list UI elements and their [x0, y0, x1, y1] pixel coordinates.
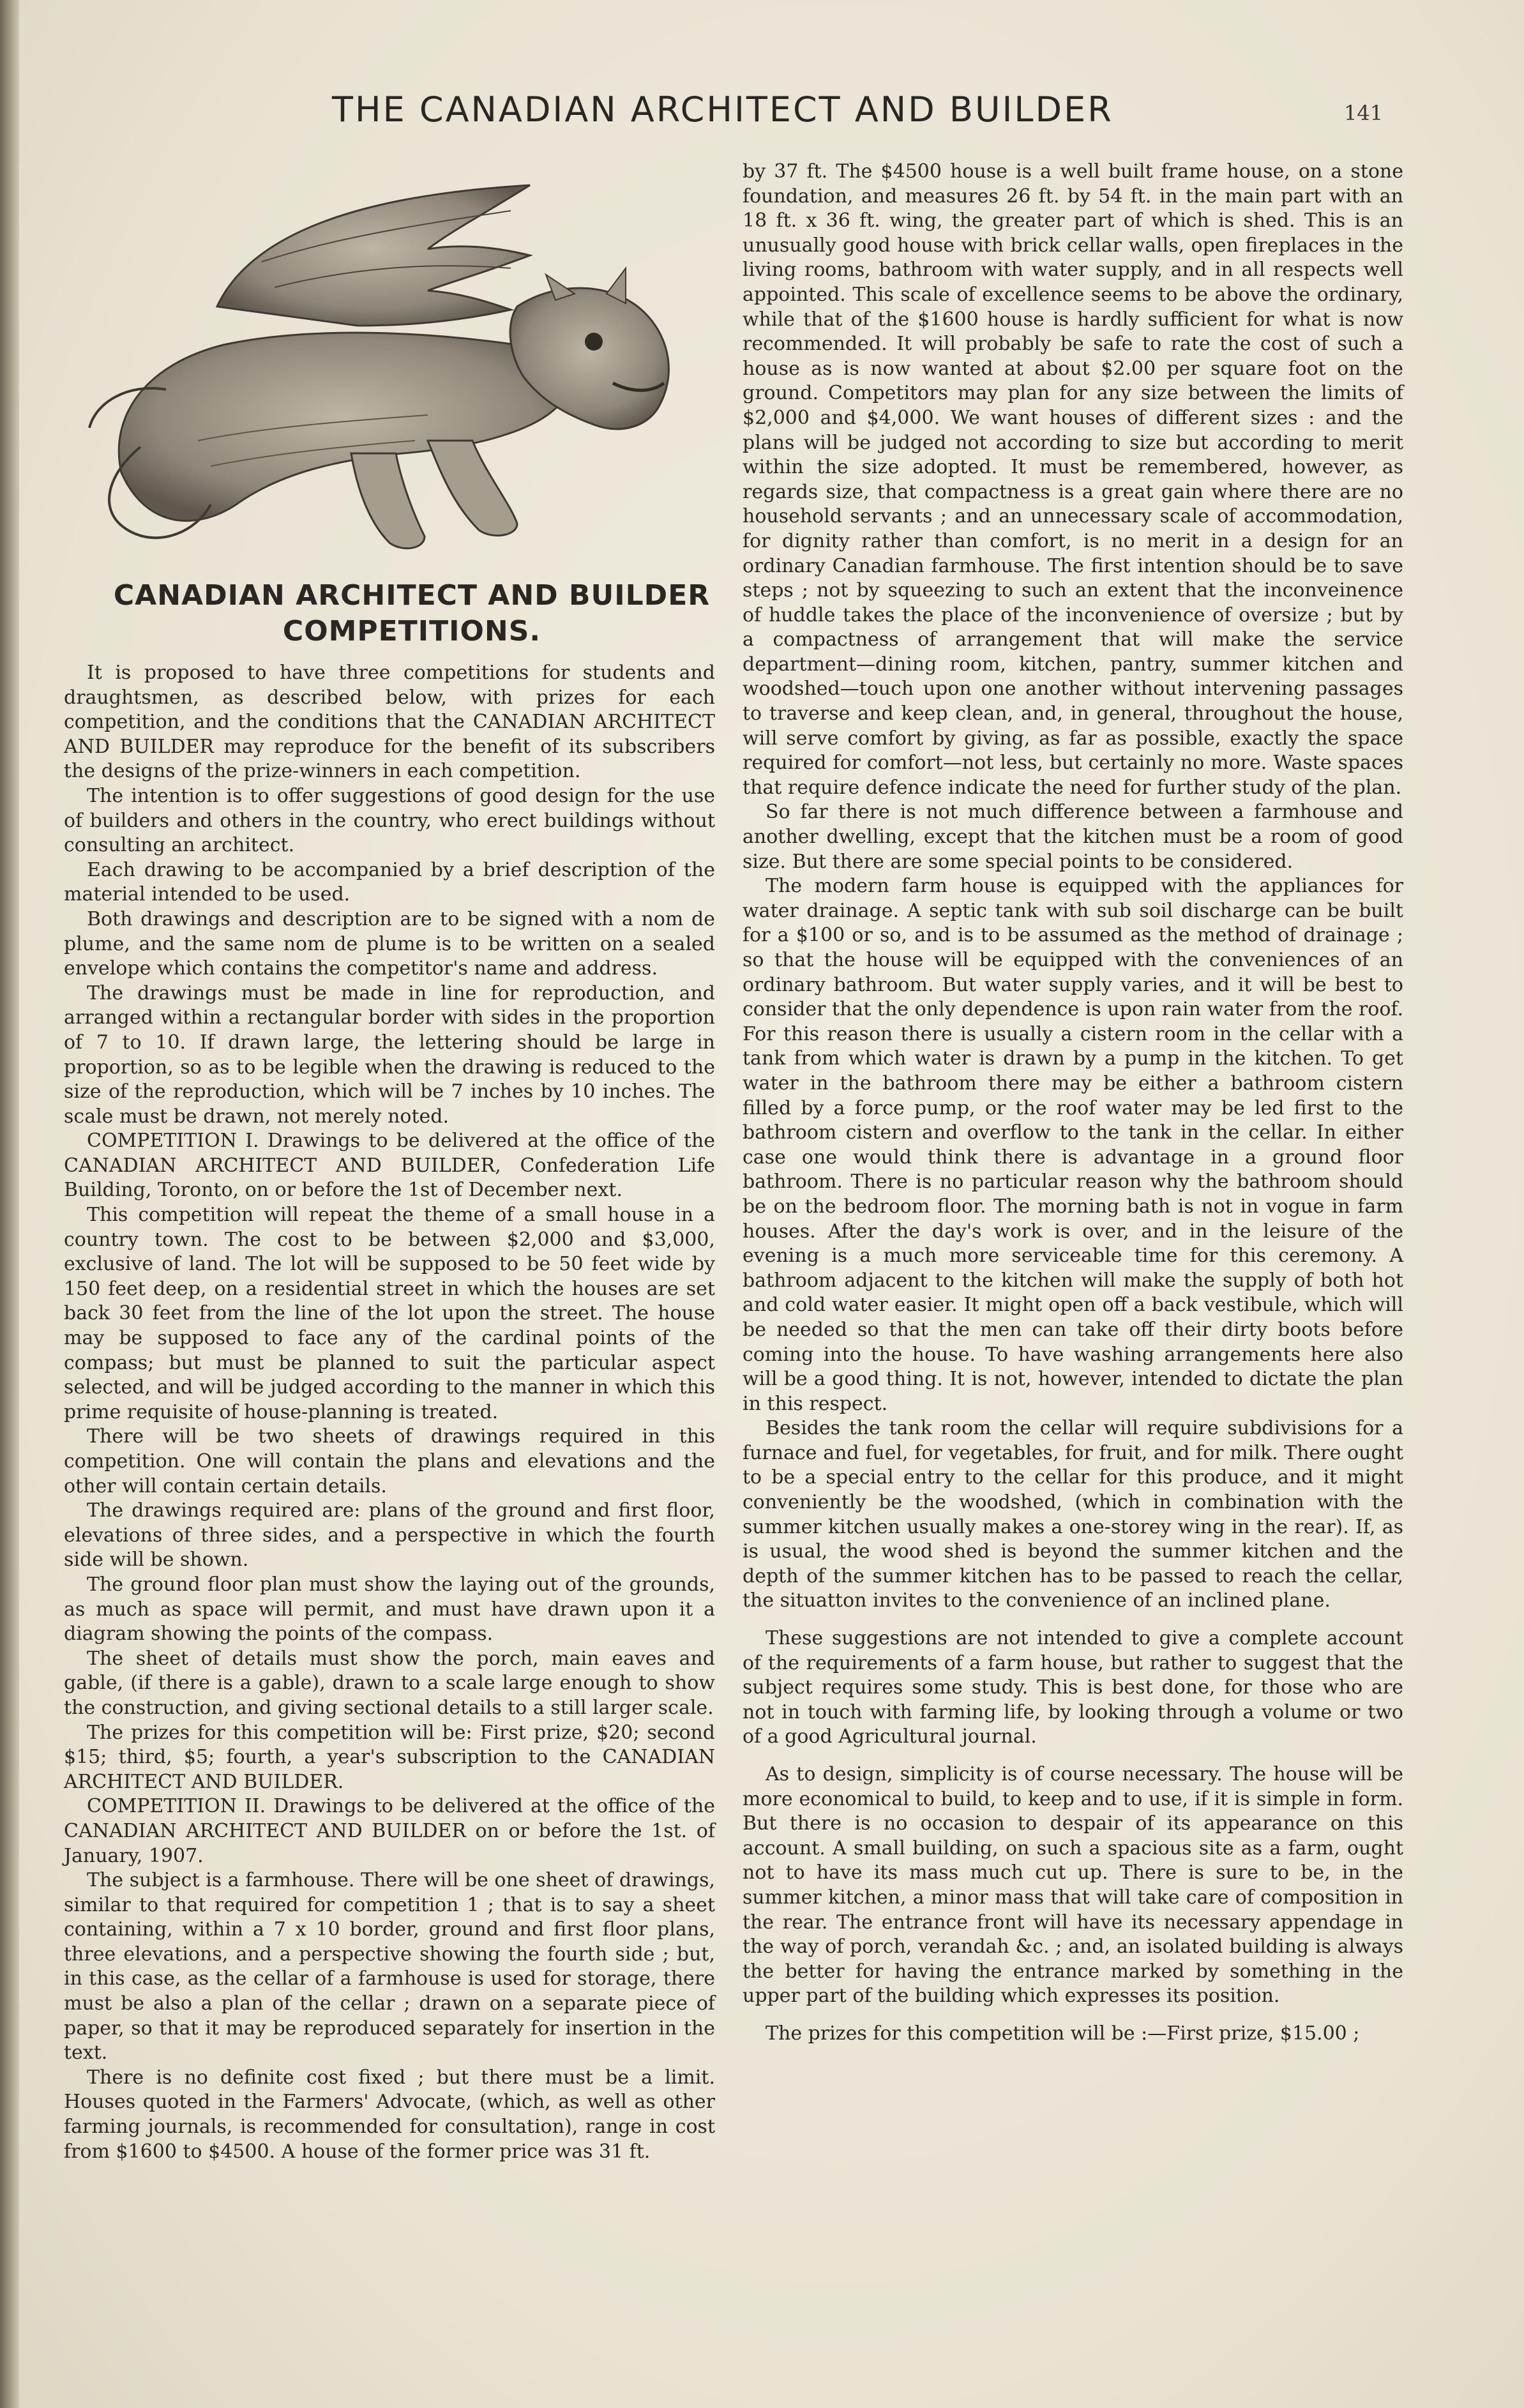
paragraph: The drawings required are: plans of the ground and first floor, elevations of three sides, and a perspective in which the fourth side will be shown.	[64, 1499, 715, 1571]
paragraph: The intention is to offer suggestions of good design for the use of builders and others in the country, who erect buildings without consulting an architect.	[64, 784, 715, 857]
paragraph: So far there is not much difference between a farmhouse and another dwelling, except that the kitchen must be a room of good size. But there are some special points to be considered.	[743, 801, 1403, 873]
gargoyle-illustration	[70, 172, 709, 575]
page-number: 141	[1344, 101, 1384, 125]
paragraph: The subject is a farmhouse. There will be one sheet of drawings, similar to that required for competition 1 ; that is to say a sheet containing, within a 7 x 10 border, ground and first floor plans, three elevations, and a perspective showing the fourth side ; but, in this case, as the cellar of a farmhouse is used for storage, there must be also a plan of the cellar ; drawn on a separate piece of paper, so that it may be reproduced separately for insertion in the text.	[64, 1869, 715, 2064]
article-title-line-2: COMPETITIONS.	[282, 615, 541, 647]
paragraph: This competition will repeat the theme of a small house in a country town. The cost to be between $2,000 and $3,000, exclusive of land. The lot will be supposed to be 50 feet wide by 150 feet deep, on a residential street in which the houses are set back 30 feet from the line of the lot upon the street. The house may be supposed to face any of the cardinal points of the compass; but must be planned to suit the particular aspect selected, and will be judged according to the manner in which this prime requisite of house-planning is treated.	[64, 1204, 715, 1423]
paragraph: COMPETITION I. Drawings to be delivered at the office of the CANADIAN ARCHITECT AND BUILDER, Confederation Life Building, Toronto, on or before the 1st of December next.	[64, 1130, 715, 1202]
paragraph: The drawings must be made in line for reproduction, and arranged within a rectangular border with sides in the proportion of 7 to 10. If drawn large, the lettering should be large in proportion, so as to be legible when the drawing is reduced to the size of the reproduction, which will be 7 inches by 10 inches. The scale must be drawn, not merely noted.	[64, 981, 715, 1128]
article-title-line-1: CANADIAN ARCHITECT AND BUILDER	[113, 579, 711, 612]
paragraph: Both drawings and description are to be signed with a nom de plume, and the same nom de plume is to be written on a sealed envelope which contains the competitor's name and address.	[64, 907, 715, 980]
left-column	[64, 661, 715, 2164]
paragraph: There will be two sheets of drawings required in this competition. One will contain the plans and elevations and the other will contain certain details.	[64, 1425, 715, 1497]
paragraph: These suggestions are not intended to give a complete account of the requirements of a farm house, but rather to suggest that the subject requires some study. This is best done, for those who are not in touch with farming life, by looking through a volume or two of a good Agricultural journal.	[743, 1627, 1403, 1748]
running-title: THE CANADIAN ARCHITECT AND BUILDER	[332, 89, 1113, 130]
paragraph: by 37 ft. The $4500 house is a well built frame house, on a stone foundation, and measures 26 ft. by 54 ft. in the main part with an 18 ft. x 36 ft. wing, the greater part of which is shed. This is an unusually good house with brick cellar walls, open fireplaces in the living rooms, bathroom with water supply, and in all respects well appointed. This scale of excellence seems to be above the ordinary, while that of the $1600 house is hardly sufficient for what is now recommended. It will probably be safe to rate the cost of such a house as is now wanted at about $2.00 per square foot on the ground. Competitors may plan for any size between the limits of $2,000 and $4,000. We want houses of different sizes : and the plans will be judged not according to size but according to merit within the size adopted. It must be remembered, however, as regards size, that compactness is a great gain where there are no household servants ; and an unnecessary scale of accommodation, for dignity rather than comfort, is no merit in a design for an ordinary Canadian farmhouse. The first intention should be to save steps ; not by squeezing to such an extent that the inconveinence of huddle takes the place of the inconvenience of oversize ; but by a compactness of arrangement that will make the service department—dining room, kitchen, pantry, summer kitchen and woodshed—touch upon one another without intervening passages to traverse and keep clean, and, in general, throughout the house, will serve comfort by giving, as far as possible, exactly the space required for comfort—not less, but certainly no more. Waste spaces that require defence indicate the need for further study of the plan.	[743, 160, 1403, 799]
paragraph: The prizes for this competition will be :—First prize, $15.00 ;	[766, 2022, 1360, 2045]
paragraph: COMPETITION II. Drawings to be delivered at the office of the CANADIAN ARCHITECT AND BUILDER on or before the 1st. of January, 1907.	[64, 1795, 715, 1867]
paragraph: Besides the tank room the cellar will require subdivisions for a furnace and fuel, for vegetables, for fruit, and for milk. There ought to be a special entry to the cellar for this produce, and it might conveniently be the woodshed, (which in combination with the summer kitchen usually makes a one-storey wing in the rear). If, as is usual, the wood shed is beyond the summer kitchen and the depth of the summer kitchen has to be passed to reach the cellar, the situatton invites to the convenience of an inclined plane.	[743, 1417, 1403, 1612]
article-title	[83, 578, 741, 649]
right-column	[743, 160, 1403, 2047]
paragraph: The sheet of details must show the porch, main eaves and gable, (if there is a gable), drawn to a scale large enough to show the construction, and giving sectional details to a still larger scale.	[64, 1647, 715, 1719]
paragraph: As to design, simplicity is of course necessary. The house will be more economical to build, to keep and to use, if it is simple in form. But there is no occasion to despair of its appearance on this account. A small building, on such a spacious site as a farm, ought not to have its mass much cut up. There is sure to be, in the summer kitchen, a minor mass that will take care of composition in the rear. The entrance front will have its necessary appendage in the way of porch, verandah &c. ; and, an isolated building is always the better for having the entrance marked by something in the upper part of the building which expresses its position.	[743, 1763, 1403, 2008]
paragraph: It is proposed to have three competitions for students and draughtsmen, as described below, with prizes for each competition, and the conditions that the CANADIAN ARCHITECT AND BUILDER may reproduce for the benefit of its subscribers the designs of the prize-winners in each competition.	[64, 662, 715, 783]
page-binding-shadow	[0, 0, 19, 2408]
paragraph: Each drawing to be accompanied by a brief description of the material intended to be used.	[64, 858, 715, 906]
paragraph: The modern farm house is equipped with the appliances for water drainage. A septic tank with sub soil discharge can be built for a $100 or so, and is to be assumed as the method of drainage ; so that the house will be equipped with the conveniences of an ordinary bathroom. But water supply varies, and it will be best to consider that the only dependence is upon rain water from the roof. For this reason there is usually a cistern room in the cellar with a tank from which water is drawn by a pump in the kitchen. To get water in the bathroom there may be either a bathroom cistern filled by a force pump, or the roof water may be led first to the bathroom cistern and overflow to the tank in the cellar. In either case one would think there is advantage in a ground floor bathroom. There is no particular reason why the bathroom should be on the bedroom floor. The morning bath is not in vogue in farm houses. After the day's work is over, and in the leisure of the evening is a much more serviceable time for this ceremony. A bathroom adjacent to the kitchen will make the supply of both hot and cold water easier. It might open off a back vestibule, which will be needed so that the men can take off their dirty boots before coming into the house. To have washing arrangements here also will be a good thing. It is not, however, intended to dictate the plan in this respect.	[743, 875, 1403, 1415]
paragraph: The ground floor plan must show the laying out of the grounds, as much as space will permit, and must have drawn upon it a diagram showing the points of the compass.	[64, 1573, 715, 1646]
paragraph: The prizes for this competition will be: First prize, $20; second $15; third, $5; fourth, a year's subscription to the CANADIAN ARCHITECT AND BUILDER.	[64, 1721, 715, 1793]
paragraph: There is no definite cost fixed ; but there must be a limit. Houses quoted in the Farmers' Advocate, (which, as well as other farming journals, is recommended for consultation), range in cost from $1600 to $4500. A house of the former price was 31 ft.	[64, 2066, 715, 2163]
